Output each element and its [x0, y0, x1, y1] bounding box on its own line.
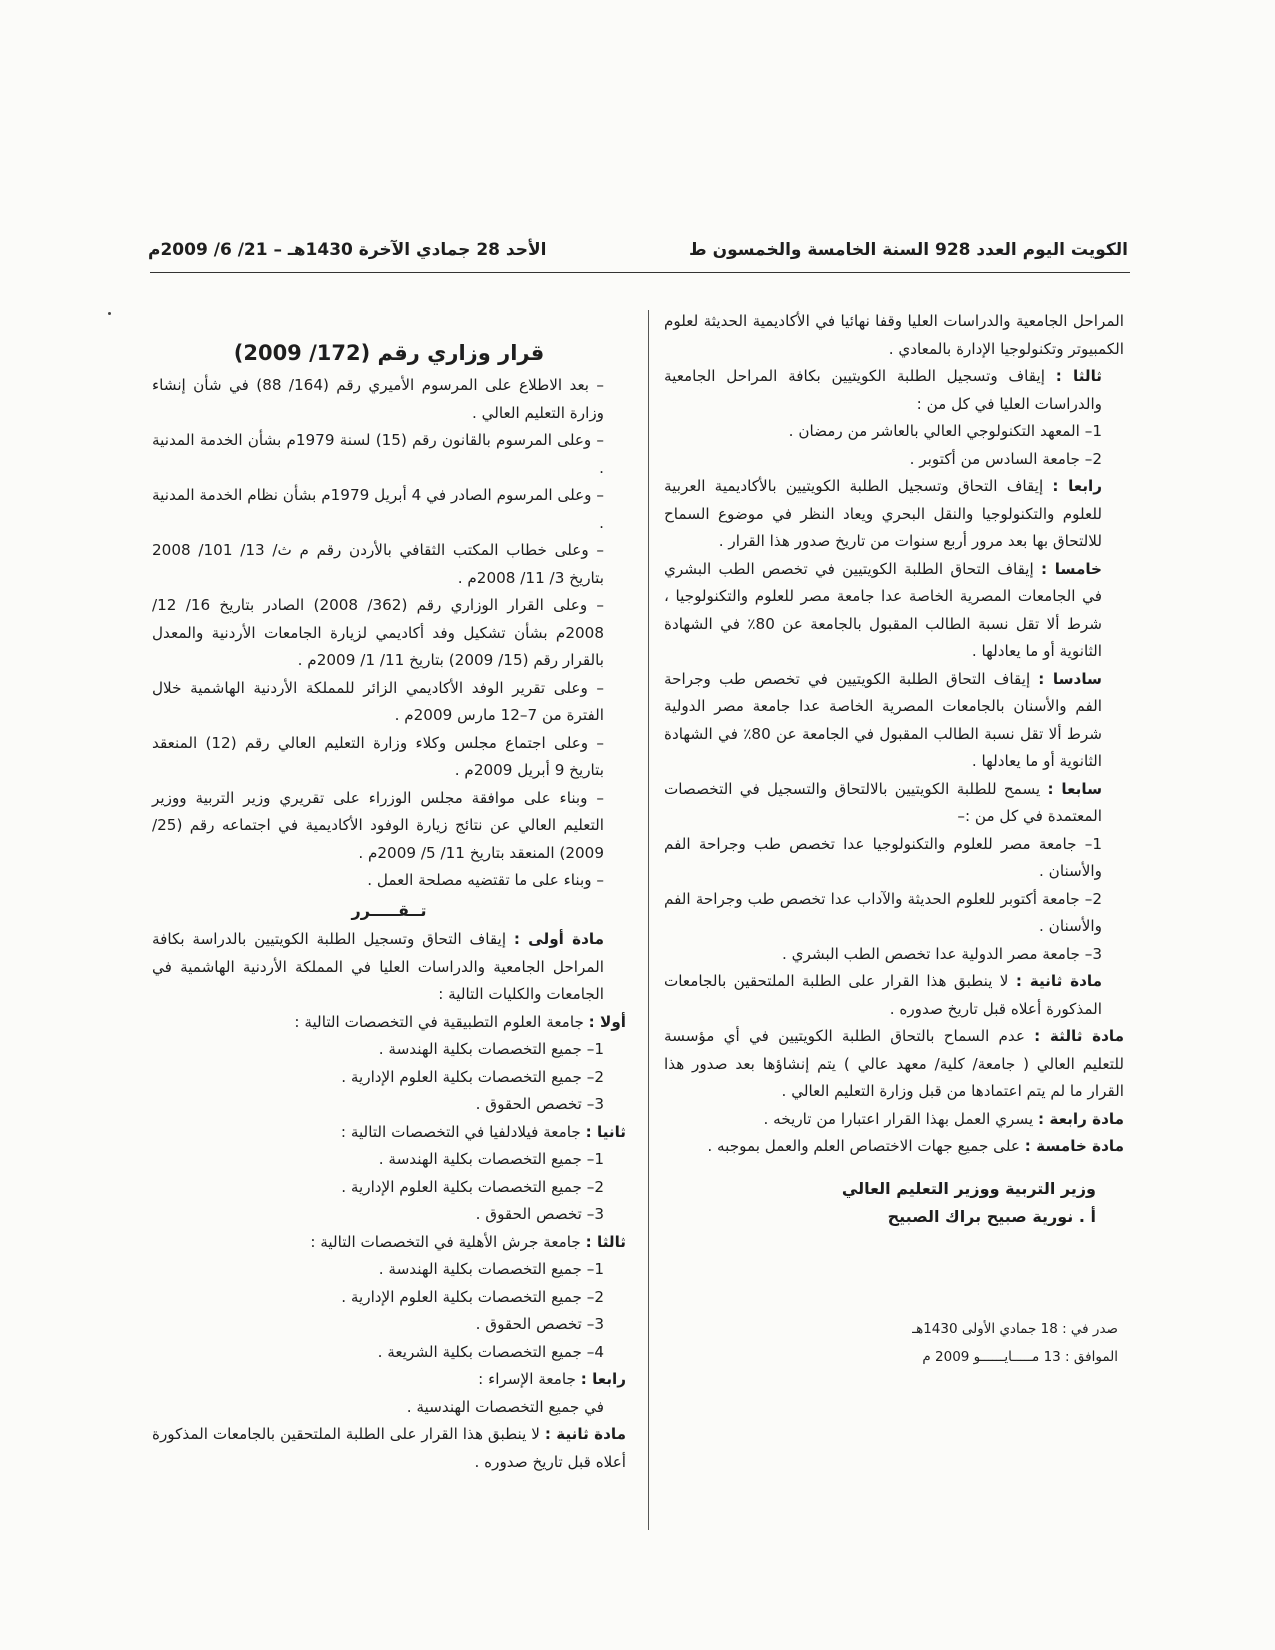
clause-text: يسمح للطلبة الكويتيين بالالتحاق والتسجيل في التخصصات المعتمدة في كل من :–: [664, 779, 1102, 825]
recital: – وعلى خطاب المكتب الثقافي بالأردن رقم م ث/ 13/ 101/ 2008 بتاريخ 3/ 11/ 2008م .: [152, 541, 605, 587]
list-item: 1– جميع التخصصات بكلية الهندسة .: [378, 1040, 604, 1058]
list-item: 3– تخصص الحقوق .: [475, 1095, 604, 1113]
list-item: 3– تخصص الحقوق .: [475, 1315, 604, 1333]
paragraph: [664, 968, 1124, 1023]
right-column: [664, 308, 1124, 1231]
column-divider: [648, 310, 649, 1530]
clause-text: جامعة فيلادلفيا في التخصصات التالية :: [340, 1122, 581, 1141]
recital: – وعلى تقرير الوفد الأكاديمي الزائر للمملكة الأردنية الهاشمية خلال الفترة من 7–12 مارس 2009م .: [152, 678, 604, 724]
paragraph: [664, 556, 1124, 666]
decides-heading: تــقـــــرر: [351, 900, 427, 920]
list-item: في جميع التخصصات الهندسية .: [406, 1397, 604, 1416]
page-header: [148, 240, 1128, 270]
clause-text: إيقاف وتسجيل الطلبة الكويتيين بكافة المراحل الجامعية والدراسات العليا في كل من :: [664, 367, 1102, 413]
list-item: 3– تخصص الحقوق .: [475, 1205, 604, 1223]
list-item: 1– جامعة مصر للعلوم والتكنولوجيا عدا تخصص طب وجراحة الفم والأسنان .: [664, 834, 1102, 880]
clause-text: جامعة جرش الأهلية في التخصصات التالية :: [310, 1232, 581, 1251]
recital: – وبناء على موافقة مجلس الوزراء على تقريري وزير التربية ووزير التعليم العالي عن نتائج زيارة الوفود الأكاديمية في اجتماعه رقم (25/ 2009) المنعقد بتاريخ 11/ 5/ 2009م .: [152, 788, 604, 862]
clause-label: ثانيا :: [585, 1122, 626, 1141]
header-date: الأحد 28 جمادي الآخرة 1430هـ – 21/ 6/ 2009م: [148, 240, 547, 260]
clause-label: أولا :: [588, 1012, 626, 1031]
paragraph: [664, 363, 1124, 418]
signatory-title: وزير التربية ووزير التعليم العالي: [841, 1178, 1096, 1198]
issue-date-block: [848, 1315, 1118, 1371]
paragraph: [664, 776, 1124, 831]
issued-hijri-date: صدر في : 18 جمادي الأولى 1430هـ: [912, 1321, 1118, 1337]
header-gazette-info: الكويت اليوم العدد 928 السنة الخامسة والخمسون ط: [689, 240, 1128, 260]
list-item: 2– جميع التخصصات بكلية العلوم الإدارية .: [341, 1067, 604, 1086]
article: [152, 926, 626, 1009]
list-item: 1– جميع التخصصات بكلية الهندسة .: [378, 1150, 604, 1168]
scan-speck: [108, 312, 111, 315]
clause-label: مادة رابعة :: [1038, 1109, 1124, 1128]
list-item: 4– جميع التخصصات بكلية الشريعة .: [377, 1342, 604, 1361]
clause-label: مادة ثالثة :: [1034, 1027, 1124, 1045]
header-rule: [150, 272, 1130, 273]
clause-text: إيقاف التحاق وتسجيل الطلبة الكويتيين بالدراسة بكافة المراحل الجامعية والدراسات العليا في المملكة الأردنية الهاشمية في الجامعات والكليات التالية :: [152, 930, 604, 1003]
signature-block: [664, 1175, 1124, 1231]
clause-text: عدم السماح بالتحاق الطلبة الكويتيين في أي مؤسسة للتعليم العالي ( جامعة/ كلية/ معهد عالي ) يتم إنشاؤها بعد صدور هذا القرار ما لم يتم اعتمادها من قبل وزارة التعليم العالي .: [664, 1027, 1124, 1100]
list-item: 1– المعهد التكنولوجي العالي بالعاشر من رمضان .: [788, 422, 1102, 440]
recital: – وعلى القرار الوزاري رقم (362/ 2008) الصادر بتاريخ 16/ 12/ 2008م بشأن تشكيل وفد أكاديمي لزيارة الجامعات الأردنية والمعدل بالقرار رقم (15/ 2009) بتاريخ 11/ 1/ 2009م .: [152, 596, 605, 669]
signatory-name: أ . نورية صبيح براك الصبيح: [887, 1206, 1096, 1226]
recital: – وعلى المرسوم بالقانون رقم (15) لسنة 1979م بشأن الخدمة المدنية .: [152, 431, 604, 477]
clause-label: سادسا :: [1038, 669, 1102, 688]
recital: – وبناء على ما تقتضيه مصلحة العمل .: [367, 871, 604, 889]
left-column: [152, 372, 626, 1476]
clause-label: مادة ثانية :: [544, 1425, 626, 1443]
paragraph: [152, 1119, 626, 1147]
issued-gregorian-date: الموافق : 13 مـــــايــــــو 2009 م: [922, 1349, 1118, 1365]
paragraph: [664, 473, 1124, 556]
clause-text: جامعة الإسراء :: [478, 1370, 576, 1388]
paragraph: [152, 1366, 626, 1394]
recital: – وعلى المرسوم الصادر في 4 أبريل 1979م بشأن نظام الخدمة المدنية .: [152, 486, 604, 532]
clause-text: على جميع جهات الاختصاص العلم والعمل بموجبه .: [707, 1137, 1020, 1155]
clause-text: يسري العمل بهذا القرار اعتبارا من تاريخه .: [763, 1109, 1034, 1128]
recital: – بعد الاطلاع على المرسوم الأميري رقم (164/ 88) في شأن إنشاء وزارة التعليم العالي .: [152, 376, 604, 422]
paragraph: المراحل الجامعية والدراسات العليا وقفا نهائيا في الأكاديمية الحديثة لعلوم الكمبيوتر وتكنولوجيا الإدارة بالمعادي .: [664, 312, 1124, 358]
paragraph: [664, 1106, 1124, 1134]
clause-text: لا ينطبق هذا القرار على الطلبة الملتحقين بالجامعات المذكورة أعلاه قبل تاريخ صدوره .: [664, 972, 1102, 1018]
clause-text: جامعة العلوم التطبيقية في التخصصات التالية :: [294, 1012, 584, 1031]
list-item: 3– جامعة مصر الدولية عدا تخصص الطب البشري .: [781, 944, 1102, 963]
clause-label: ثالثا :: [585, 1232, 626, 1251]
list-item: 2– جميع التخصصات بكلية العلوم الإدارية .: [341, 1177, 604, 1196]
clause-label: ثالثا :: [1055, 367, 1103, 385]
paragraph: [664, 1133, 1124, 1161]
clause-text: لا ينطبق هذا القرار على الطلبة الملتحقين بالجامعات المذكورة أعلاه قبل تاريخ صدوره .: [152, 1425, 626, 1471]
clause-label: مادة أولى :: [513, 930, 605, 948]
clause-label: سابعا :: [1047, 779, 1103, 798]
paragraph: [152, 1009, 626, 1037]
decision-title: قرار وزاري رقم (172/ 2009): [233, 341, 545, 365]
list-item: 2– جامعة السادس من أكتوبر .: [909, 449, 1102, 468]
article: [152, 1421, 626, 1476]
clause-label: مادة خامسة :: [1024, 1137, 1124, 1155]
list-item: 1– جميع التخصصات بكلية الهندسة .: [378, 1260, 604, 1278]
list-item: 2– جميع التخصصات بكلية العلوم الإدارية .: [341, 1287, 604, 1306]
paragraph: [152, 1229, 626, 1257]
clause-text: إيقاف التحاق الطلبة الكويتيين في تخصص طب وجراحة الفم والأسنان بالجامعات المصرية الخاصة عدا جامعة مصر الدولية شرط ألا تقل نسبة الطالب المقبول في الجامعة عن 80٪ في الشهادة الثانوية أو ما يعادلها .: [664, 669, 1102, 770]
recital: – وعلى اجتماع مجلس وكلاء وزارة التعليم العالي رقم (12) المنعقد بتاريخ 9 أبريل 2009م .: [152, 733, 604, 779]
paragraph: [664, 1023, 1124, 1106]
clause-label: رابعا :: [1052, 477, 1103, 495]
clause-label: مادة ثانية :: [1015, 972, 1102, 990]
paragraph: [664, 666, 1124, 776]
list-item: 2– جامعة أكتوبر للعلوم الحديثة والآداب عدا تخصص طب وجراحة الفم والأسنان .: [664, 889, 1102, 935]
clause-label: خامسا :: [1041, 559, 1102, 578]
clause-text: إيقاف التحاق وتسجيل الطلبة الكويتيين بالأكاديمية العربية للعلوم والتكنولوجيا والنقل البحري ويعاد النظر في موضوع السماح للالتحاق بها بعد مرور أربع سنوات من تاريخ صدور هذا القرار .: [664, 477, 1102, 550]
clause-text: إيقاف التحاق الطلبة الكويتيين في تخصص الطب البشري في الجامعات المصرية الخاصة عدا جامعة مصر للعلوم والتكنولوجيا ، شرط ألا تقل نسبة الطالب المقبول بالجامعة عن 80٪ في الشهادة الثانوية أو ما يعادلها .: [664, 559, 1102, 660]
clause-label: رابعا :: [580, 1370, 626, 1388]
